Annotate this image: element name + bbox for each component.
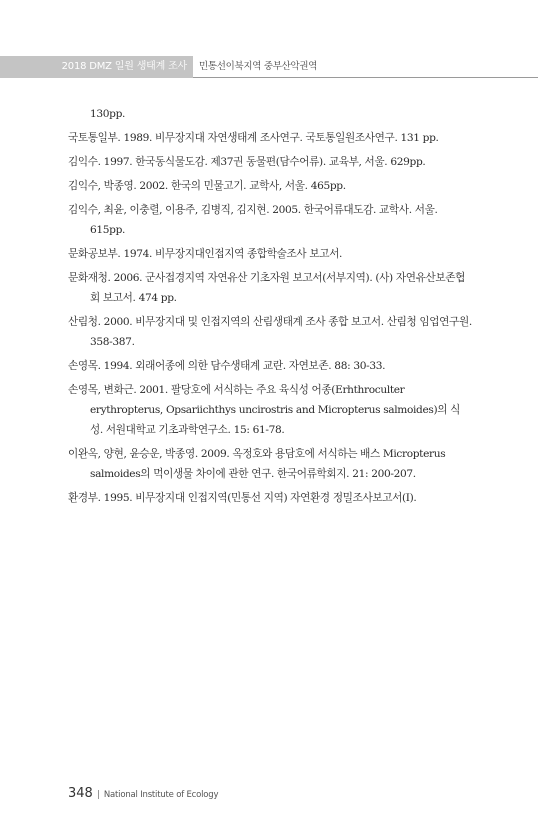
footer-separator: | (96, 790, 100, 800)
reference-entry: 김익수, 박종영. 2002. 한국의 민물고기. 교학사, 서울. 465pp. (68, 180, 346, 192)
reference-entry: 환경부. 1995. 비무장지대 인접지역(민통선 지역) 자연환경 정밀조사보고서(I). (68, 492, 417, 504)
reference-entry: 문화재청. 2006. 군사접경지역 자연유산 기초자원 보고서(서부지역). (사) 자연유산보존협회 보고서. 474 pp. (68, 272, 466, 304)
reference-list (68, 104, 472, 512)
footer-institute: National Institute of Ecology (103, 790, 219, 800)
reference-entry: 손영목, 변화근. 2001. 팔당호에 서식하는 주요 육식성 어종(Erhthroculter erythropterus, Opsariichthys uncirostris and Micropterus salmoides)의 식성. 서원대학교 기초과학연구소. 15: 61-78. (68, 384, 461, 436)
running-header (0, 56, 538, 78)
page-number: 348 (68, 786, 93, 801)
header-section-title: 2018 DMZ 일원 생태계 조사 (61, 61, 187, 72)
reference-entry: 이완옥, 양현, 윤승운, 박종영. 2009. 옥정호와 용담호에 서식하는 배스 Micropterus salmoides의 먹이생물 차이에 관한 연구. 한국어류학회지. 21: 200-207. (68, 448, 446, 480)
reference-entry: 130pp. (90, 108, 126, 120)
reference-entry: 문화공보부. 1974. 비무장지대인접지역 종합학술조사 보고서. (68, 248, 343, 260)
reference-entry: 산림청. 2000. 비무장지대 및 인접지역의 산림생태계 조사 종합 보고서. 산림청 임업연구원. 358-387. (68, 316, 472, 348)
reference-entry: 손영목. 1994. 외래어종에 의한 담수생태계 교란. 자연보존. 88: 30-33. (68, 360, 386, 372)
header-subsection-title: 민통선이북지역 중부산악권역 (199, 61, 318, 72)
page-footer (68, 783, 218, 801)
header-rule (193, 77, 538, 78)
reference-entry: 김익수, 최윤, 이충렬, 이용주, 김병직, 김지현. 2005. 한국어류대도감. 교학사. 서울. 615pp. (68, 204, 438, 236)
reference-entry: 김익수. 1997. 한국동식물도감. 제37권 동물편(담수어류). 교육부, 서울. 629pp. (68, 156, 426, 168)
reference-entry: 국토통일부. 1989. 비무장지대 자연생태계 조사연구. 국토통일원조사연구. 131 pp. (68, 132, 439, 144)
